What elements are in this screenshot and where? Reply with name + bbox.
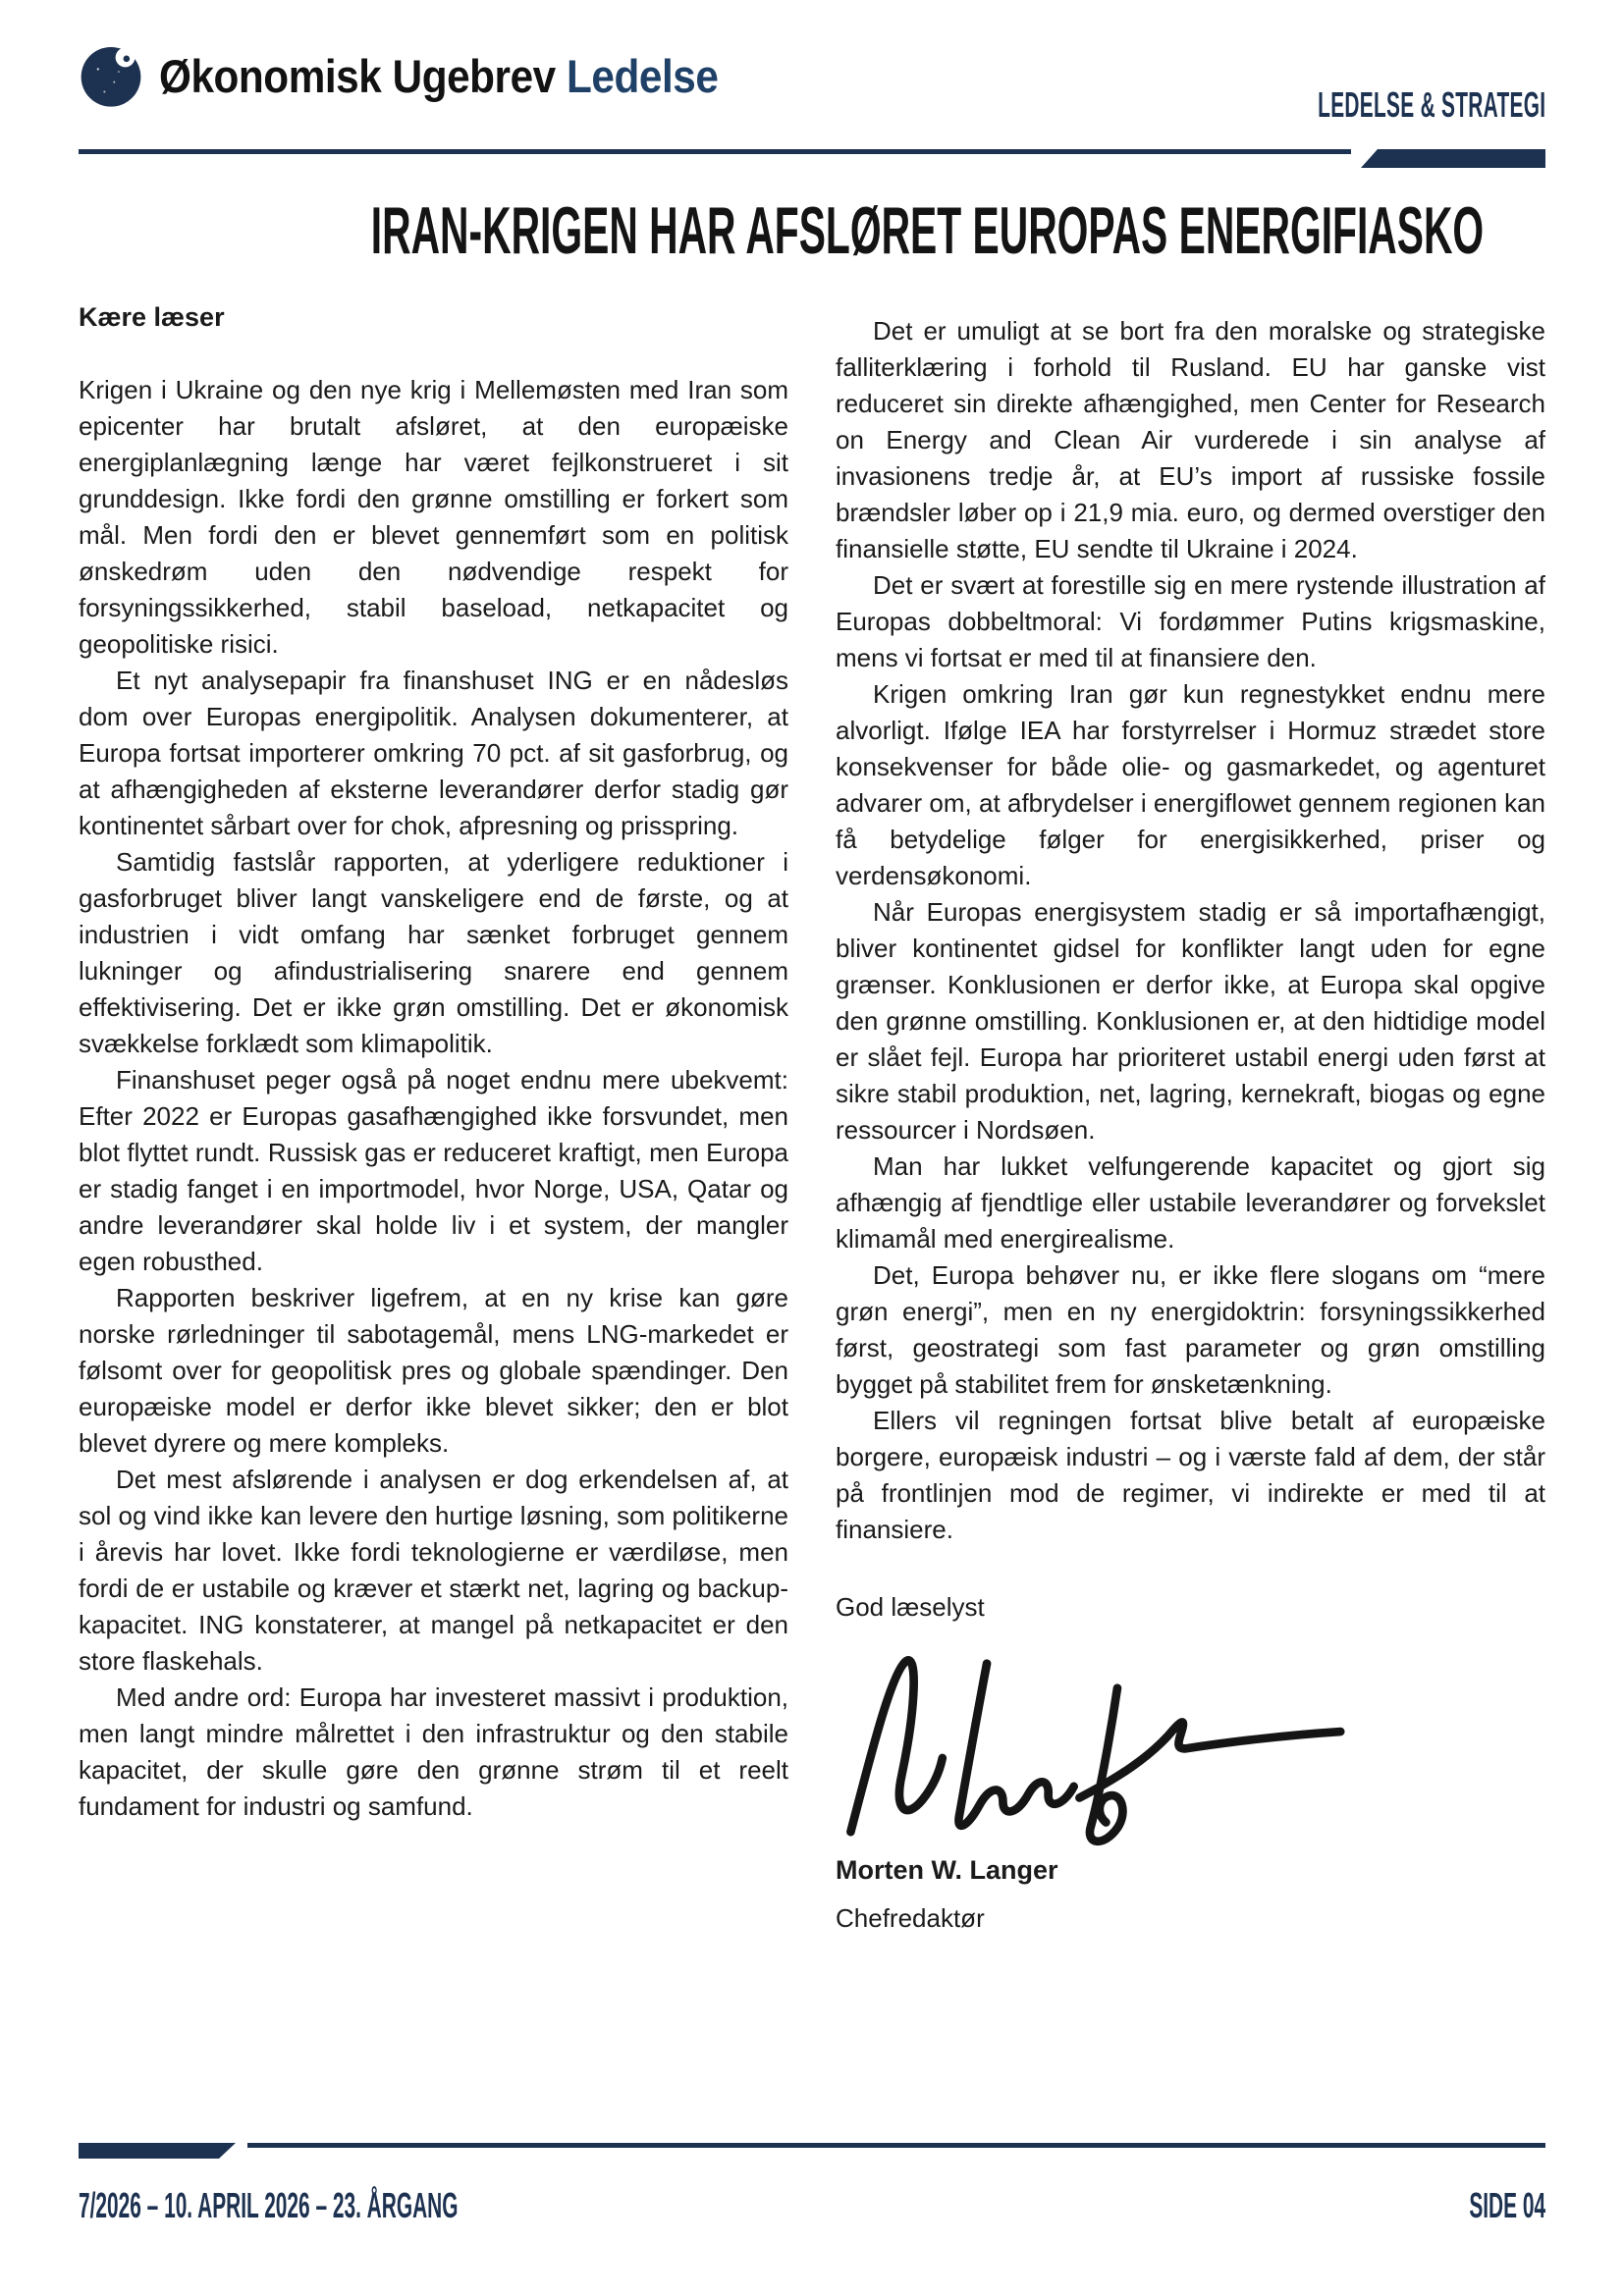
paragraph: Ellers vil regningen fortsat blive betalt af europæiske borgere, europæisk industri – og i værste fald af dem, der står på frontlinjen mod de regimer, vi indirekte er med til at finansiere. (836, 1406, 1545, 1544)
section-label: LEDELSE & STRATEGI (1317, 84, 1545, 125)
paragraph: Det, Europa behøver nu, er ikke flere slogans om “mere grøn energi”, men en ny energidoktrin: forsyningssikkerhed først, geostrategi som fast parameter og grøn omstilling bygget på stabilitet frem for ønsketænkning. (836, 1260, 1545, 1399)
brand-name-main: Økonomisk Ugebrev (159, 49, 556, 102)
footer-rule-line (247, 2143, 1545, 2148)
right-column (836, 299, 1545, 1937)
closing-line: God læselyst (836, 1592, 985, 1622)
paragraph: Rapporten beskriver ligefrem, at en ny krise kan gøre norske rørledninger til sabotagemål, mens LNG-markedet er følsomt over for geopolitisk pres og globale spændinger. Den europæiske model er derfor ikke blevet sikker; den er blot blevet dyrere og mere kompleks. (79, 1283, 788, 1458)
article-title: IRAN-KRIGEN HAR AFSLØRET EUROPAS ENERGIFIASKO (370, 193, 1485, 268)
paragraph: Krigen omkring Iran gør kun regnestykket endnu mere alvorligt. Ifølge IEA har forstyrrelser i Hormuz strædet store konsekvenser for både olie- og gasmarkedet, og agenturet advarer om, at afbrydelser i energiflowet gennem regionen kan få betydelige følger for energisikkerhed, priser og verdensøkonomi. (836, 679, 1545, 890)
article-body (79, 299, 1545, 1937)
paragraph: Samtidig fastslår rapporten, at yderligere reduktioner i gasforbruget bliver langt vanskeligere end de første, og at industrien i vidt omfang har sænket forbruget gennem lukninger og afindustrialisering snarere end gennem effektivisering. Det er ikke grøn omstilling. Det er økonomisk svækkelse forklædt som klimapolitik. (79, 847, 788, 1058)
header-rule-bar (1361, 149, 1545, 168)
article-title-wrap (0, 192, 1624, 269)
brand-name (159, 49, 718, 103)
header-rule-line (79, 149, 1351, 154)
brand-name-suffix: Ledelse (567, 49, 719, 102)
paragraph: Man har lukket velfungerende kapacitet og gjort sig afhængig af fjendtlige eller ustabile leverandører og forvekslet klimamål med energirealisme. (836, 1151, 1545, 1254)
footer-issue-info: 7/2026 – 10. APRIL 2026 – 23. ÅRGANG (79, 2185, 459, 2225)
author-role: Chefredaktør (836, 1903, 985, 1933)
paragraph: Finanshuset peger også på noget endnu mere ubekvemt: Efter 2022 er Europas gasafhængighed ikke forsvundet, men blot flyttet rundt. Russisk gas er reduceret kraftigt, men Europa er stadig fanget i en importmodel, hvor Norge, USA, Qatar og andre leverandører skal holde liv i et system, der mangler egen robusthed. (79, 1065, 788, 1276)
paragraph: Et nyt analysepapir fra finanshuset ING er en nådesløs dom over Europas energipolitik. Analysen dokumenterer, at Europa fortsat importerer omkring 70 pct. af sit gasforbrug, og at afhængigheden af eksterne leverandører derfor stadig gør kontinentet sårbart over for chok, afpresning og prisspring. (79, 666, 788, 840)
paragraph: Det er svært at forestille sig en mere rystende illustration af Europas dobbeltmoral: Vi fordømmer Putins krigsmaskine, mens vi fortsat er med til at finansiere den. (836, 570, 1545, 672)
paragraph: Når Europas energisystem stadig er så importafhængigt, bliver kontinentet gidsel for konflikter langt uden for egne grænser. Konklusionen er derfor ikke, at Europa skal opgive den grønne omstilling. Konklusionen er, at den hidtidige model er slået fejl. Europa har prioriteret ustabil energi uden først at sikre stabil produktion, net, lagring, kernekraft, biogas og egne ressourcer i Nordsøen. (836, 897, 1545, 1145)
author-name: Morten W. Langer (836, 1855, 1058, 1885)
signature-image (836, 1645, 1346, 1846)
globe-logo-icon (79, 43, 143, 108)
left-column (79, 299, 788, 1937)
paragraph: Med andre ord: Europa har investeret massivt i produktion, men langt mindre målrettet i den infrastruktur og den stabile kapacitet, der skulle gøre den grønne strøm til et reelt fundament for industri og samfund. (79, 1682, 788, 1821)
paragraph: Det er umuligt at se bort fra den moralske og strategiske falliterklæring i forhold til Rusland. EU har ganske vist reduceret sin direkte afhængighed, men Center for Research on Energy and Clean Air vurderede i sin analyse af invasionens tredje år, at EU’s import af russiske fossile brændsler løber op i 21,9 mia. euro, og dermed overstiger den finansielle støtte, EU sendte til Ukraine i 2024. (836, 316, 1545, 563)
brand-logo (79, 43, 781, 108)
footer-page-number: SIDE 04 (1469, 2185, 1545, 2225)
paragraph: Det mest afslørende i analysen er dog erkendelsen af, at sol og vind ikke kan levere den hurtige løsning, som politikerne i årevis har lovet. Ikke fordi teknologierne er værdiløse, men fordi de er ustabile og kræver et stærkt net, lagring og backup-kapacitet. ING konstaterer, at mangel på netkapacitet er den store flaskehals. (79, 1465, 788, 1676)
paragraph: Krigen i Ukraine og den nye krig i Mellemøsten med Iran som epicenter har brutalt afsløret, at den europæiske energiplanlægning længe har været fejlkonstrueret i sit grunddesign. Ikke fordi den grønne omstilling er forkert som mål. Men fordi den er blevet gennemført som en politisk ønskedrøm uden den nødvendige respekt for forsyningssikkerhed, stabil baseload, netkapacitet og geopolitiske risici. (79, 375, 788, 659)
salutation: Kære læser (79, 302, 225, 332)
footer-rule-bar (79, 2143, 236, 2159)
masthead (79, 43, 1545, 126)
